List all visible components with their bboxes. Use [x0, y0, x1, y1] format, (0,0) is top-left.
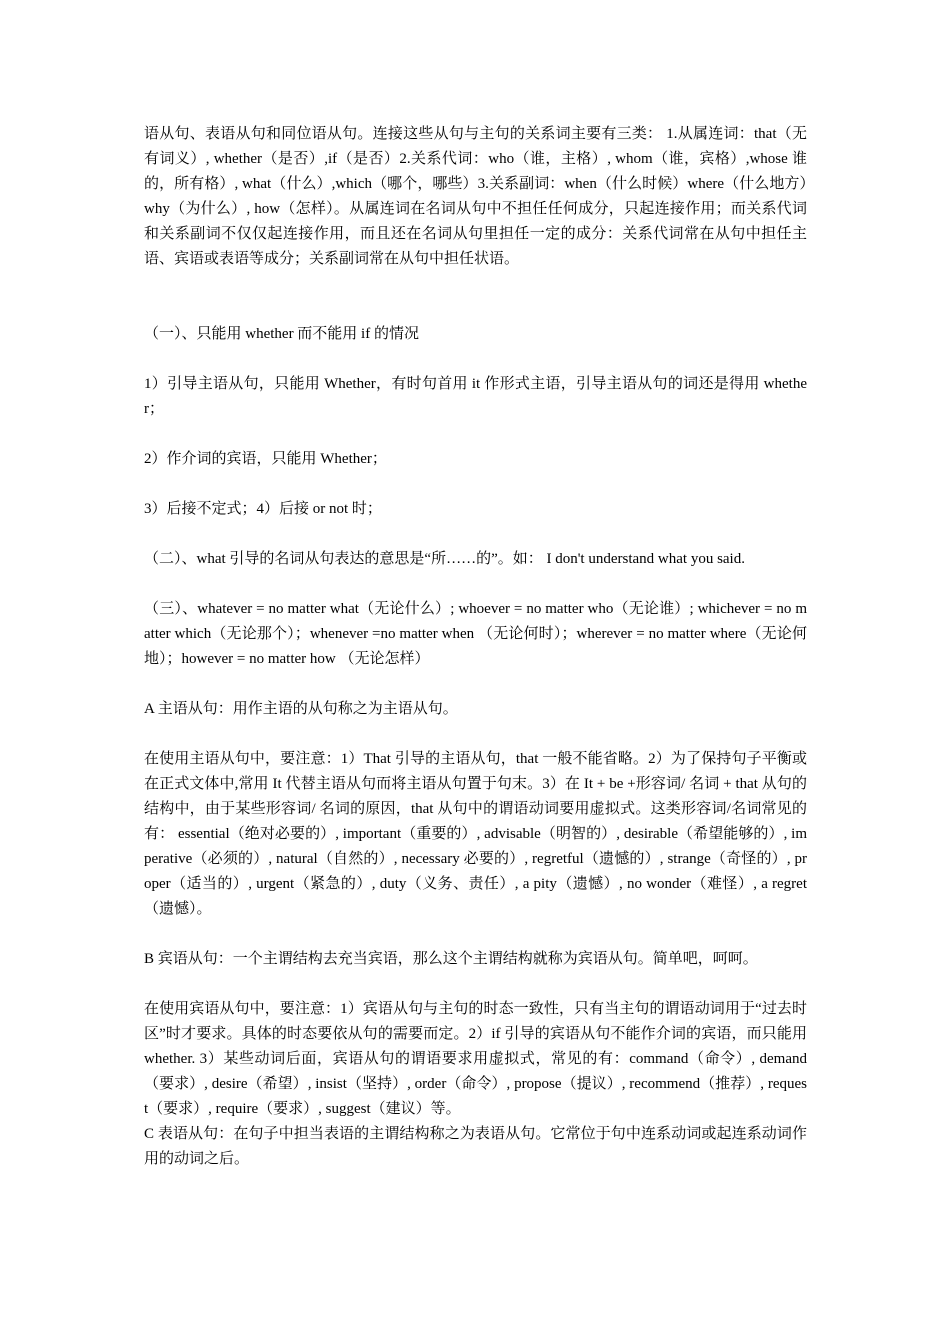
section-one-item-1: 1）引导主语从句，只能用 Whether，有时句首用 it 作形式主语，引导主语从句的词还是得用 whether；	[144, 376, 807, 417]
object-clause-body: 在使用宾语从句中，要注意：1）宾语从句与主句的时态一致性，只有当主句的谓语动词用于“过去时区”时才要求。具体的时态要依从句的需要而定。2）if 引导的宾语从句不能作介词的宾语，而只能用 whether. 3）某些动词后面，宾语从句的谓语要求用虚拟式，常见的有：command（命令）, demand（要求）, desire（希望）, insist（坚持）, order（命令）, propose（提议）, recommend（推荐）, request（要求）, require（要求）, suggest（建议）等。	[144, 1001, 807, 1117]
object-clause-title: B 宾语从句：一个主谓结构去充当宾语，那么这个主谓结构就称为宾语从句。简单吧，呵呵。	[144, 951, 758, 967]
section-two-paragraph: （二）、what 引导的名词从句表达的意思是“所……的”。如： I don't understand what you said.	[144, 551, 745, 567]
intro-paragraph: 语从句、表语从句和同位语从句。连接这些从句与主句的关系词主要有三类： 1.从属连词：that（无有词义）, whether（是否）,if（是否）2.关系代词：who（谁，主格）, whom（谁，宾格）,whose 谁的，所有格）, what（什么）,which（哪个，哪些）3.关系副词：when（什么时候）where（什么地方）why（为什么）, how（怎样）。从属连词在名词从句中不担任任何成分，只起连接作用；而关系代词和关系副词不仅仅起连接作用，而且还在名词从句里担任一定的成分：关系代词常在从句中担任主语、宾语或表语等成分；关系副词常在从句中担任状语。	[144, 126, 807, 267]
section-three-paragraph: （三）、whatever = no matter what（无论什么）; whoever = no matter who（无论谁）; whichever = no matter which（无论那个）；whenever =no matter when （无论何时）；wherever = no matter where（无论何地）；however = no matter how （无论怎样）	[144, 601, 807, 667]
section-one-item-3: 3）后接不定式；4）后接 or not 时；	[144, 501, 382, 517]
section-one-title: （一）、只能用 whether 而不能用 if 的情况	[144, 326, 419, 342]
subject-clause-title: A 主语从句：用作主语的从句称之为主语从句。	[144, 701, 458, 717]
subject-clause-body: 在使用主语从句中，要注意：1）That 引导的主语从句，that 一般不能省略。2）为了保持句子平衡或在正式文体中,常用 It 代替主语从句而将主语从句置于句末。3）在 It + be +形容词/ 名词 + that 从句的结构中，由于某些形容词/ 名词的原因，that 从句中的谓语动词要用虚拟式。这类形容词/名词常见的有： essential（绝对必要的）, important（重要的）, advisable（明智的）, desirable（希望能够的）, imperative（必须的）, natural（自然的）, necessary 必要的）, regretful（遗憾的）, strange（奇怪的）, proper（适当的）, urgent（紧急的）, duty（义务、责任）, a pity（遗憾）, no wonder（难怪）, a regret（遗憾）。	[144, 751, 807, 917]
predicative-clause-body: C 表语从句：在句子中担当表语的主谓结构称之为表语从句。它常位于句中连系动词或起连系动词作用的动词之后。	[144, 1126, 807, 1167]
section-one-item-2: 2）作介词的宾语，只能用 Whether；	[144, 451, 387, 467]
